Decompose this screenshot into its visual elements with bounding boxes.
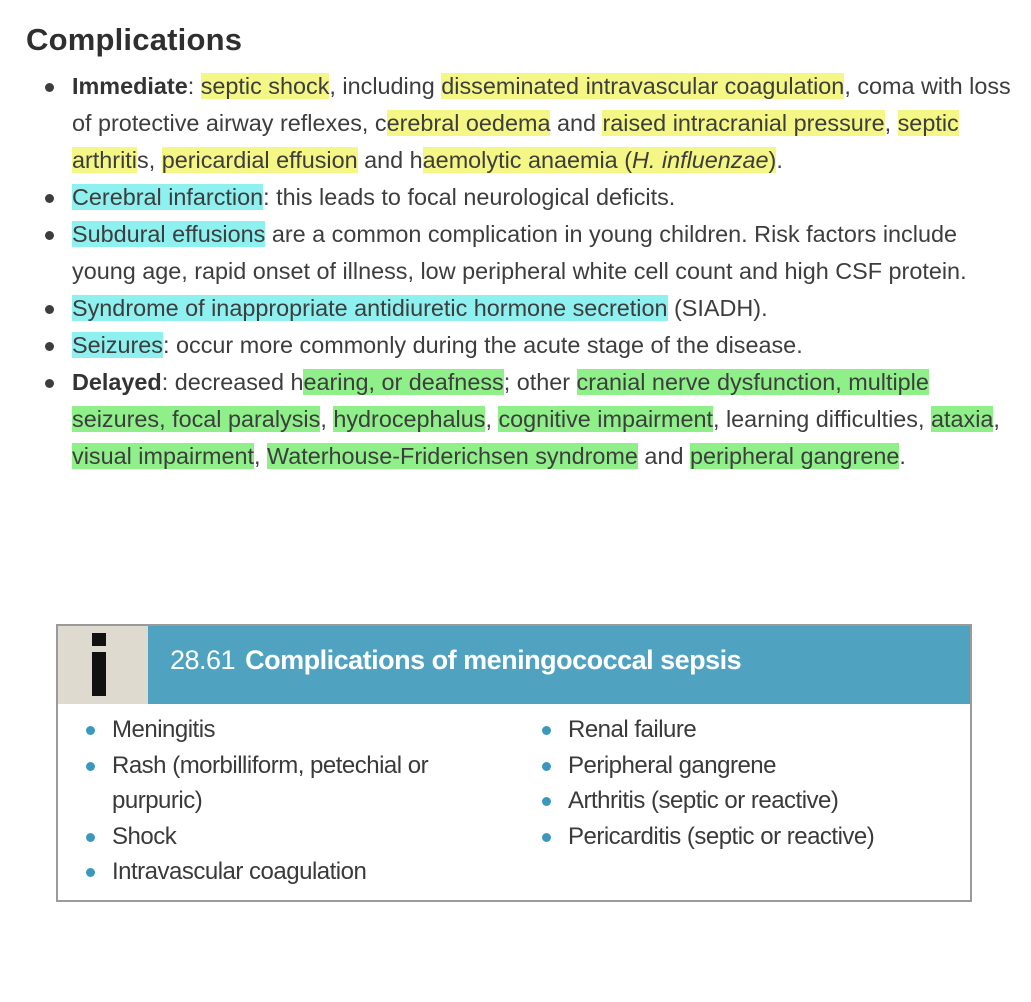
highlighted-text: raised intracranial pressure [602, 110, 885, 136]
list-item [44, 68, 1024, 179]
highlighted-text: H. influenzae [631, 147, 769, 173]
box-header [148, 626, 970, 704]
section-title: Complications [26, 22, 243, 57]
box-title-text: Complications of meningococcal sepsis [245, 645, 742, 675]
complications-list [44, 68, 1024, 475]
text-segment: : decreased h [161, 369, 304, 395]
box-list-item: Renal failure [538, 712, 958, 748]
list-item [44, 179, 1024, 216]
bold-term: Delayed [72, 369, 162, 395]
text-segment: : [187, 73, 201, 99]
text-segment: and [550, 110, 603, 136]
text-segment: , [254, 443, 267, 469]
text-segment: , [485, 406, 499, 432]
highlighted-text: Waterhouse-Friderichsen syndrome [267, 443, 638, 469]
text-segment: , [320, 406, 334, 432]
box-list-item: Intravascular coagulation [82, 854, 462, 890]
highlighted-text: Subdural effusions [72, 221, 266, 247]
highlighted-text: disseminated intravascular coagulation [441, 73, 845, 99]
highlighted-text: erebral oedema [386, 110, 551, 136]
highlighted-text: pericardial effusion [161, 147, 358, 173]
highlighted-text: cranial nerve dysfunction, multiple seizures, focal paralysis [72, 369, 929, 432]
text-segment: . [776, 147, 783, 173]
text-segment: and [637, 443, 690, 469]
box-list-left [82, 712, 462, 890]
text-segment: , [884, 110, 898, 136]
box-list-item: Peripheral gangrene [538, 748, 958, 784]
text-segment: s, [137, 147, 162, 173]
list-item [44, 216, 1024, 290]
highlighted-text: septic shock [200, 73, 330, 99]
highlighted-text: Cerebral infarction [72, 184, 264, 210]
box-list-item: Rash (morbilliform, petechial or purpuric) [82, 748, 462, 819]
list-item [44, 290, 1024, 327]
text-segment: (SIADH). [667, 295, 768, 321]
highlighted-text: visual impairment [72, 443, 254, 469]
highlighted-text: aemolytic anaemia ( [422, 147, 632, 173]
box-list-item: Pericarditis (septic or reactive) [538, 819, 958, 855]
text-segment: , including [329, 73, 442, 99]
highlighted-text: septic arthriti [72, 110, 959, 173]
highlighted-text: earing, or deafness [303, 369, 504, 395]
box-number: 28.61 [170, 645, 236, 675]
info-box [56, 624, 972, 902]
text-segment: ; other [503, 369, 577, 395]
highlighted-text: hydrocephalus [333, 406, 486, 432]
highlighted-text: peripheral gangrene [689, 443, 900, 469]
highlighted-text: Seizures [72, 332, 164, 358]
bold-term: Immediate [72, 73, 188, 99]
text-segment: , learning difficulties, [712, 406, 931, 432]
list-item [44, 327, 1024, 364]
list-item [44, 364, 1024, 475]
box-list-item: Meningitis [82, 712, 462, 748]
text-segment: and h [357, 147, 423, 173]
text-segment: : occur more commonly during the acute stage of the disease. [163, 332, 803, 358]
text-segment: are a common complication in young children. Risk factors include young age, rapid onset of illness, low peripheral white cell count and high CSF protein. [72, 221, 967, 284]
info-icon [58, 626, 148, 704]
text-segment: , [993, 406, 1000, 432]
highlighted-text: ataxia [930, 406, 994, 432]
box-list-item: Shock [82, 819, 462, 855]
box-title [170, 645, 741, 676]
highlighted-text: ) [768, 147, 777, 173]
highlighted-text: Syndrome of inappropriate antidiuretic hormone secretion [72, 295, 668, 321]
highlighted-text: cognitive impairment [498, 406, 713, 432]
text-segment: : this leads to focal neurological deficits. [263, 184, 676, 210]
box-list-right [538, 712, 958, 854]
box-list-item: Arthritis (septic or reactive) [538, 783, 958, 819]
text-segment: , coma with loss of protective airway reflexes, c [72, 73, 1011, 136]
text-segment: . [899, 443, 906, 469]
